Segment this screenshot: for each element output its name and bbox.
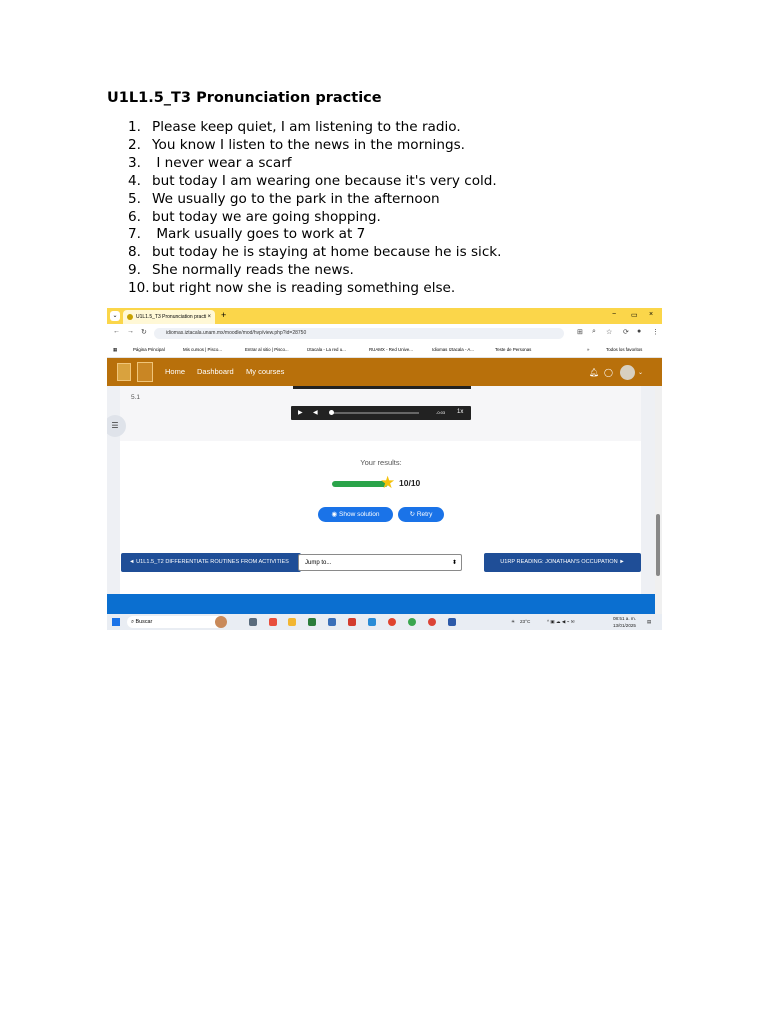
tab-title: U1L1.5_T3 Pronunciation practi xyxy=(136,314,207,320)
sentence-item xyxy=(128,191,502,209)
bookmark-star-icon[interactable]: ☆ xyxy=(606,329,613,336)
sentence-list xyxy=(128,119,502,298)
new-tab-icon[interactable]: + xyxy=(221,310,227,320)
sentence-text: We usually go to the park in the afternoon xyxy=(152,190,440,207)
url-field[interactable]: idiomas.iztacala.unam.mx/moodle/mod/hvp/view.php?id=28750 xyxy=(154,328,564,339)
sentence-item xyxy=(128,226,502,244)
faculty-logo[interactable] xyxy=(137,362,153,382)
bookmark-item[interactable]: RUAMX - Red Unive... xyxy=(369,347,413,352)
weather-temp[interactable]: 23°C xyxy=(520,619,531,624)
sentence-text: but today I am wearing one because it's very cold. xyxy=(152,172,497,189)
profile-icon[interactable]: ● xyxy=(637,328,642,335)
sentence-number: 8. xyxy=(128,244,141,261)
sentence-item xyxy=(128,119,502,137)
address-bar-row xyxy=(107,324,662,343)
favicon-icon xyxy=(127,314,133,320)
jump-to-label: Jump to... xyxy=(305,560,332,566)
tab-close-icon[interactable]: × xyxy=(207,314,211,320)
browser-tab-bar xyxy=(107,308,662,324)
university-logo[interactable] xyxy=(117,363,131,381)
sentence-number: 1. xyxy=(128,119,141,135)
word-icon[interactable] xyxy=(448,618,456,626)
play-icon[interactable]: ▶ xyxy=(298,410,303,416)
bookmark-item[interactable]: Iztacala - La red u... xyxy=(307,347,346,352)
site-header xyxy=(107,358,662,386)
bookmarks-bar xyxy=(107,343,662,358)
sentence-item xyxy=(128,244,502,262)
score-value: 10/10 xyxy=(399,478,421,488)
bookmark-item[interactable]: Mis cursos | Pisco... xyxy=(183,347,222,352)
translate-icon[interactable]: ⊞ xyxy=(577,329,583,336)
sentence-number: 4. xyxy=(128,172,141,189)
tray-icons[interactable]: ^ ▣ ☁ ◀︎ ⌁ ✉ xyxy=(547,619,575,624)
sentence-number: 10. xyxy=(128,280,150,297)
chrome-app-icon[interactable] xyxy=(428,618,436,626)
sentence-text: but today he is staying at home because he is sick. xyxy=(152,244,502,261)
course-index-icon[interactable]: ☰ xyxy=(107,415,126,437)
sentence-text: You know I listen to the news in the mornings. xyxy=(152,136,465,153)
apps-icon[interactable]: ▦ xyxy=(113,347,118,352)
star-icon: ★ xyxy=(380,473,396,492)
close-window-icon[interactable]: × xyxy=(649,311,654,318)
sentence-text: I never wear a scarf xyxy=(152,154,292,171)
show-solution-button[interactable] xyxy=(318,507,393,522)
jump-to-select[interactable] xyxy=(298,554,462,571)
sentence-text: She normally reads the news. xyxy=(152,262,354,279)
show-solution-label: Show solution xyxy=(339,511,380,518)
notifications-icon[interactable]: ▤ xyxy=(647,619,652,624)
bookmark-item[interactable]: Idiomas Iztacala - A... xyxy=(432,347,474,352)
seek-bar[interactable] xyxy=(333,412,419,414)
sentence-item xyxy=(128,155,502,173)
bookmark-item[interactable]: Teste de Personas xyxy=(495,347,532,352)
minimize-icon[interactable]: − xyxy=(612,311,617,318)
chrome-profile-icon[interactable] xyxy=(408,618,416,626)
content-divider xyxy=(293,386,471,389)
audio-player xyxy=(291,406,471,420)
sentence-item xyxy=(128,137,502,155)
chevron-down-icon[interactable]: ⌄ xyxy=(638,370,644,376)
select-caret-icon: ⬍ xyxy=(451,560,457,566)
sentence-text: Please keep quiet, I am listening to the radio. xyxy=(152,119,461,135)
scrollbar-thumb[interactable] xyxy=(656,514,660,576)
sentence-number: 3. xyxy=(128,154,141,171)
document-title: U1L1.5_T3 Pronunciation practice xyxy=(107,90,382,106)
taskbar-search[interactable] xyxy=(127,616,223,628)
office-icon[interactable] xyxy=(348,618,356,626)
previous-activity-button[interactable]: ◄ U1L1.5_T2 DIFFERENTIATE ROUTINES FROM ACTIVITIES xyxy=(121,553,301,572)
back-icon[interactable]: ← xyxy=(113,328,120,335)
task-view-icon[interactable] xyxy=(249,618,257,626)
sentence-number: 2. xyxy=(128,136,141,153)
search-icon: ⌕ xyxy=(131,619,136,625)
edge-icon[interactable] xyxy=(368,618,376,626)
sentence-item xyxy=(128,173,502,191)
seek-handle[interactable] xyxy=(329,410,334,415)
taskbar xyxy=(107,614,662,630)
item-number: 5.1 xyxy=(131,394,141,401)
avatar[interactable] xyxy=(620,365,635,380)
all-favorites-folder[interactable]: Todos los favoritos xyxy=(606,347,643,352)
sentence-number: 7. xyxy=(128,226,141,243)
next-activity-button[interactable]: U1RP READING: JONATHAN'S OCCUPATION ► xyxy=(484,553,641,572)
mail-icon[interactable] xyxy=(328,618,336,626)
clock-time[interactable]: 08:51 a. m. xyxy=(613,616,636,621)
taskbar-avatar-icon[interactable] xyxy=(215,616,227,628)
sentence-item xyxy=(128,209,502,227)
extensions-icon[interactable]: ⟳ xyxy=(623,329,629,336)
retry-icon: ↻ xyxy=(409,511,417,518)
nav-home[interactable]: Home xyxy=(165,367,186,376)
embedded-screenshot xyxy=(107,308,662,630)
site-footer xyxy=(107,594,655,614)
player-time: -0:03 xyxy=(436,410,446,415)
eye-icon: ◉ xyxy=(331,511,339,518)
sentence-text: but right now she is reading something else. xyxy=(152,280,456,297)
bell-icon[interactable]: 🔔︎ xyxy=(589,368,600,377)
retry-label: Retry xyxy=(416,511,433,518)
chrome-icon[interactable] xyxy=(388,618,396,626)
scrollbar-track[interactable] xyxy=(655,386,662,614)
browser-tab[interactable] xyxy=(123,310,215,324)
maximize-icon[interactable]: ▭ xyxy=(631,312,638,319)
sentence-text: but today we are going shopping. xyxy=(152,208,381,225)
menu-icon[interactable]: ⋮ xyxy=(652,329,659,336)
bookmark-item[interactable]: Entrar al sitio | Pisco... xyxy=(245,347,289,352)
sentence-number: 6. xyxy=(128,208,141,225)
windows-start-icon[interactable] xyxy=(112,618,120,626)
tab-menu-icon[interactable]: ⌄ xyxy=(110,311,120,321)
widgets-icon[interactable] xyxy=(269,618,277,626)
chat-icon[interactable]: ◯ xyxy=(604,368,613,377)
volume-icon[interactable]: ◀︎ xyxy=(313,410,318,416)
results-label: Your results: xyxy=(360,458,402,467)
sentence-text: Mark usually goes to work at 7 xyxy=(152,226,366,243)
weather-icon: ☀ xyxy=(511,619,516,624)
nav-dashboard[interactable]: Dashboard xyxy=(197,367,234,376)
clock-date[interactable]: 13/01/2025 xyxy=(613,623,636,628)
forward-icon[interactable]: → xyxy=(127,328,134,335)
retry-button[interactable] xyxy=(398,507,444,522)
playback-speed[interactable]: 1x xyxy=(457,409,464,415)
sentence-number: 5. xyxy=(128,190,141,207)
reload-icon[interactable]: ↻ xyxy=(141,329,147,336)
sentence-item xyxy=(128,280,502,298)
nav-my-courses[interactable]: My courses xyxy=(246,367,285,376)
bookmark-item[interactable]: Página Principal xyxy=(133,347,165,352)
bookmarks-more-icon[interactable]: » xyxy=(587,347,590,352)
store-icon[interactable] xyxy=(308,618,316,626)
sentence-item xyxy=(128,262,502,280)
zoom-icon[interactable]: ⌕ xyxy=(592,328,596,335)
file-explorer-icon[interactable] xyxy=(288,618,296,626)
taskbar-search-label: Buscar xyxy=(135,619,153,625)
sentence-number: 9. xyxy=(128,262,141,279)
